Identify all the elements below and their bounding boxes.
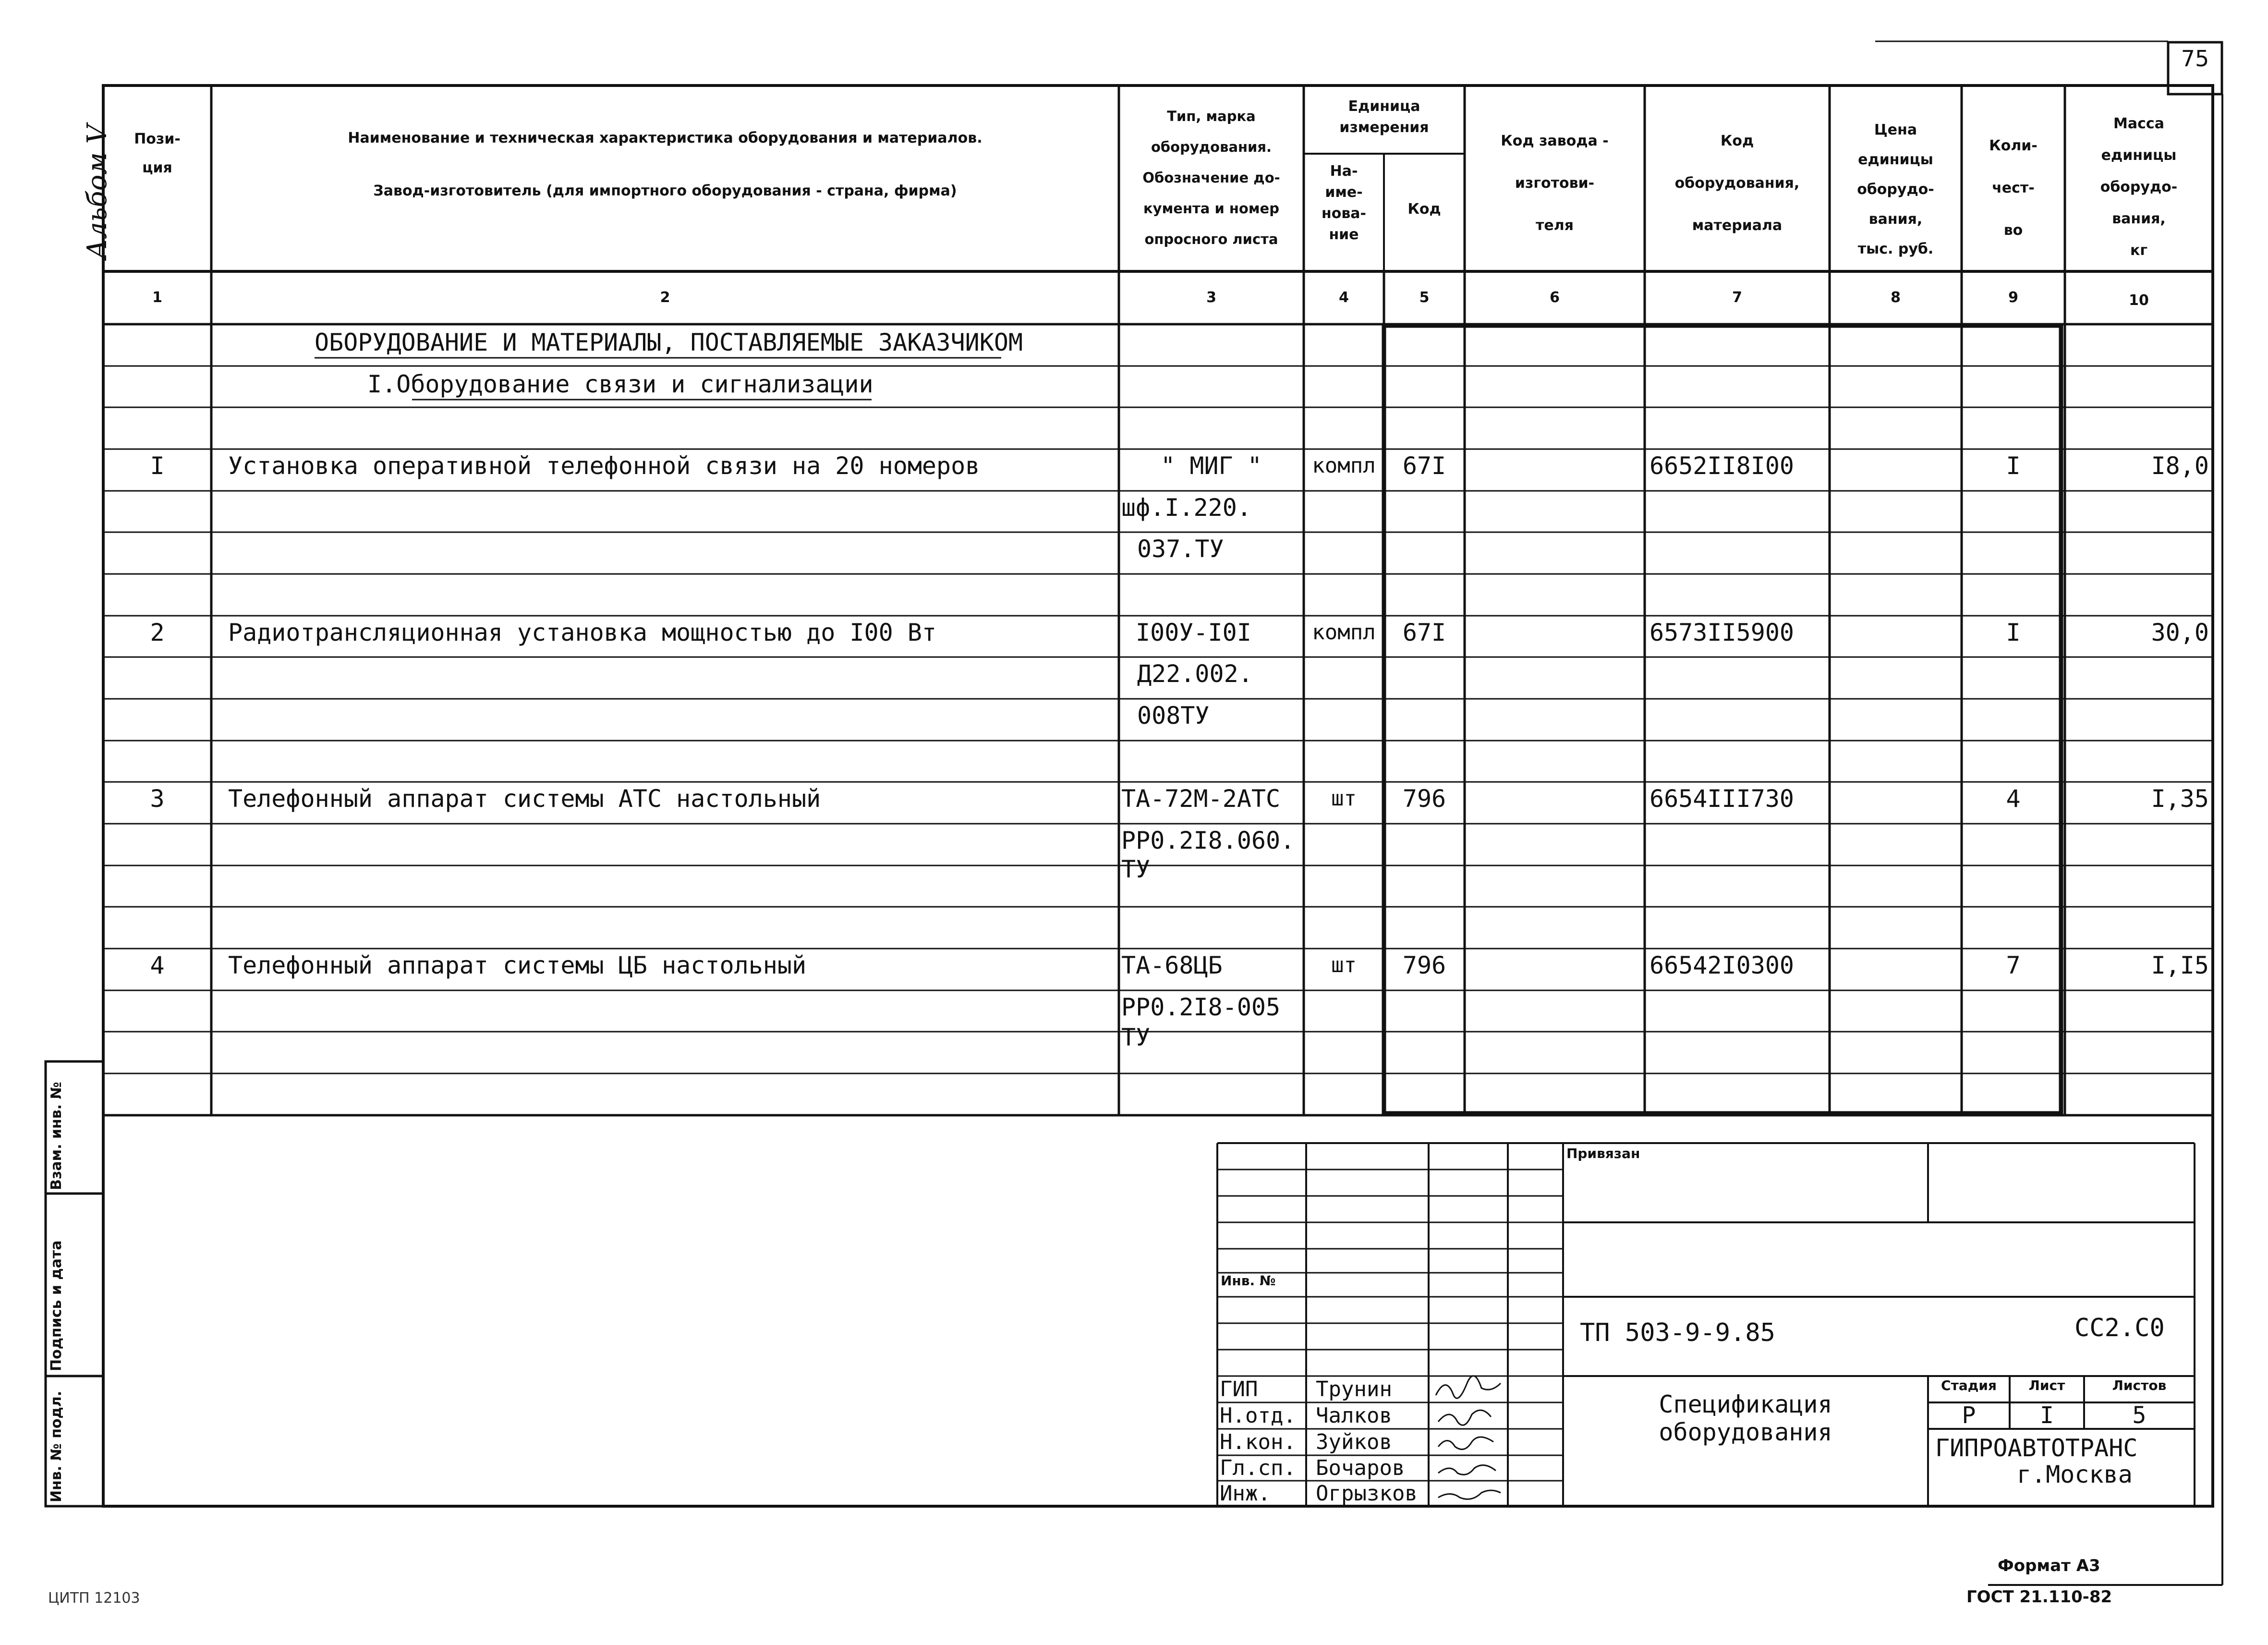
col-num-1: 1 <box>152 289 162 306</box>
item-1-pos: I <box>150 452 165 480</box>
item-4-pos: 4 <box>150 951 165 979</box>
col-num-2: 2 <box>660 289 670 306</box>
person-3-name: Зуйков <box>1316 1430 1392 1454</box>
col-header-1: Пози- ция <box>134 131 181 176</box>
item-3-type-2: РР0.2I8.060. <box>1121 827 1295 854</box>
item-2-pos: 2 <box>150 619 165 646</box>
item-3-code: 796 <box>1402 785 1446 813</box>
item-4-mass: I,I5 <box>2151 951 2209 979</box>
item-2-name: Радиотрансляционная установка мощностью до I00 Вт <box>228 619 937 646</box>
col-num-8: 8 <box>1891 289 1901 306</box>
item-4-unit: шт <box>1331 953 1357 977</box>
page-number: 75 <box>2181 46 2209 72</box>
item-2-qty: I <box>2006 619 2021 646</box>
section-title: ОБОРУДОВАНИЕ И МАТЕРИАЛЫ, ПОСТАВЛЯЕМЫЕ ЗАКАЗЧИКОМ <box>315 329 1023 356</box>
item-3-name: Телефонный аппарат системы АТС настольный <box>228 785 821 813</box>
item-4-type-1: ТА-68ЦБ <box>1121 951 1223 979</box>
stamp-title: Спецификация оборудования <box>1659 1390 1832 1446</box>
item-1-type-1: " МИГ " <box>1161 452 1262 480</box>
item-4-type-3: ТУ <box>1121 1024 1151 1051</box>
col-num-7: 7 <box>1732 289 1742 306</box>
person-5-name: Огрызков <box>1316 1481 1418 1506</box>
person-4-role: Гл.сп. <box>1220 1456 1296 1480</box>
stamp-privyazan: Привязан <box>1566 1145 1640 1161</box>
col-header-7: Код оборудования, материала <box>1674 133 1800 234</box>
col-num-10: 10 <box>2129 292 2149 309</box>
item-2-mass: 30,0 <box>2151 619 2209 646</box>
col-header-unit-group: Единица измерения <box>1339 98 1429 136</box>
item-3-unit: шт <box>1331 786 1357 811</box>
item-2-type-3: 008ТУ <box>1137 702 1210 730</box>
item-1-mass: I8,0 <box>2151 452 2209 480</box>
item-1-unit: компл <box>1312 453 1376 478</box>
stamp-city: г.Москва <box>2017 1461 2133 1488</box>
side-stamp-inv-podl: Инв. № подл. <box>48 1390 65 1502</box>
stamp-sheet-code: СС2.С0 <box>2074 1314 2165 1342</box>
item-4-mat-code: 66542I0300 <box>1649 951 1795 979</box>
col-num-5: 5 <box>1419 289 1430 306</box>
gost-label: ГОСТ 21.110-82 <box>1966 1587 2112 1607</box>
item-2-mat-code: 6573II5900 <box>1649 619 1795 646</box>
item-4-name: Телефонный аппарат системы ЦБ настольный <box>228 951 807 979</box>
col-header-3: Тип, марка оборудования. Обозначение до- кумента и номер опросного листа <box>1142 108 1280 247</box>
format-label: Формат А3 <box>1998 1556 2100 1575</box>
col-header-2: Наименование и техническая характеристика оборудования и материалов. Завод-изготовитель (для импортного оборудования - страна, фирма) <box>348 130 982 199</box>
person-5-role: Инж. <box>1220 1481 1271 1506</box>
stamp-listov-label: Листов <box>2112 1377 2167 1393</box>
item-1-name: Установка оперативной телефонной связи на 20 номеров <box>228 452 980 480</box>
subsection-title <box>367 370 873 399</box>
person-2-role: Н.отд. <box>1220 1403 1296 1428</box>
stamp-listov: 5 <box>2132 1402 2147 1429</box>
person-1-role: ГИП <box>1220 1377 1258 1401</box>
item-2-code: 67I <box>1402 619 1446 646</box>
item-3-pos: 3 <box>150 785 165 813</box>
item-1-qty: I <box>2006 452 2021 480</box>
col-num-4: 4 <box>1339 289 1349 306</box>
bottom-left-stamp: ЦИТП 12103 <box>48 1590 140 1607</box>
person-3-role: Н.кон. <box>1220 1430 1296 1454</box>
item-4-type-2: РР0.2I8-005 <box>1121 993 1281 1021</box>
item-4-qty: 7 <box>2006 951 2021 979</box>
col-header-4: На- име- нова- ние <box>1321 163 1367 243</box>
item-3-qty: 4 <box>2006 785 2021 813</box>
stamp-stadiya-label: Стадия <box>1941 1377 1997 1393</box>
col-header-10: Масса единицы оборудо- вания, кг <box>2100 115 2178 259</box>
item-2-type-2: Д22.002. <box>1137 660 1253 688</box>
subsection-text: Оборудование связи и сигнализации <box>396 370 873 398</box>
stamp-org: ГИПРОАВТОТРАНС <box>1935 1434 2138 1462</box>
col-header-8: Цена единицы оборудо- вания, тыс. руб. <box>1857 122 1934 257</box>
item-3-type-3: ТУ <box>1121 855 1151 883</box>
person-1-name: Трунин <box>1316 1377 1392 1401</box>
col-num-3: 3 <box>1206 289 1216 306</box>
subsection-num: I. <box>367 370 397 398</box>
item-3-type-1: ТА-72М-2АТС <box>1121 785 1281 813</box>
item-3-mat-code: 6654III730 <box>1649 785 1795 813</box>
side-stamp-vzam: Взам. инв. № <box>48 1082 65 1190</box>
col-header-5: Код <box>1407 201 1441 218</box>
col-header-6: Код завода - изготови- теля <box>1501 133 1609 234</box>
stamp-inv-no: Инв. № <box>1221 1273 1276 1289</box>
person-4-name: Бочаров <box>1316 1456 1405 1480</box>
item-1-mat-code: 6652II8I00 <box>1649 452 1795 480</box>
item-2-type-1: I00У-I0I <box>1136 619 1251 646</box>
item-1-type-3: 037.ТУ <box>1137 535 1224 563</box>
stamp-stadiya: Р <box>1962 1402 1976 1429</box>
item-4-code: 796 <box>1402 951 1446 979</box>
item-1-type-2: шф.I.220. <box>1121 494 1251 522</box>
album-label: Альбом V <box>82 124 113 259</box>
col-header-9: Коли- чест- во <box>1989 137 2038 239</box>
stamp-list: I <box>2040 1402 2054 1429</box>
item-3-mass: I,35 <box>2151 785 2209 813</box>
item-1-code: 67I <box>1402 452 1446 480</box>
stamp-list-label: Лист <box>2028 1377 2065 1393</box>
item-2-unit: компл <box>1312 620 1376 645</box>
side-stamp-podpis: Подпись и дата <box>48 1240 65 1371</box>
col-num-6: 6 <box>1550 289 1560 306</box>
person-2-name: Чалков <box>1316 1403 1392 1428</box>
col-num-9: 9 <box>2008 289 2018 306</box>
stamp-doc-code: ТП 503-9-9.85 <box>1580 1318 1775 1347</box>
